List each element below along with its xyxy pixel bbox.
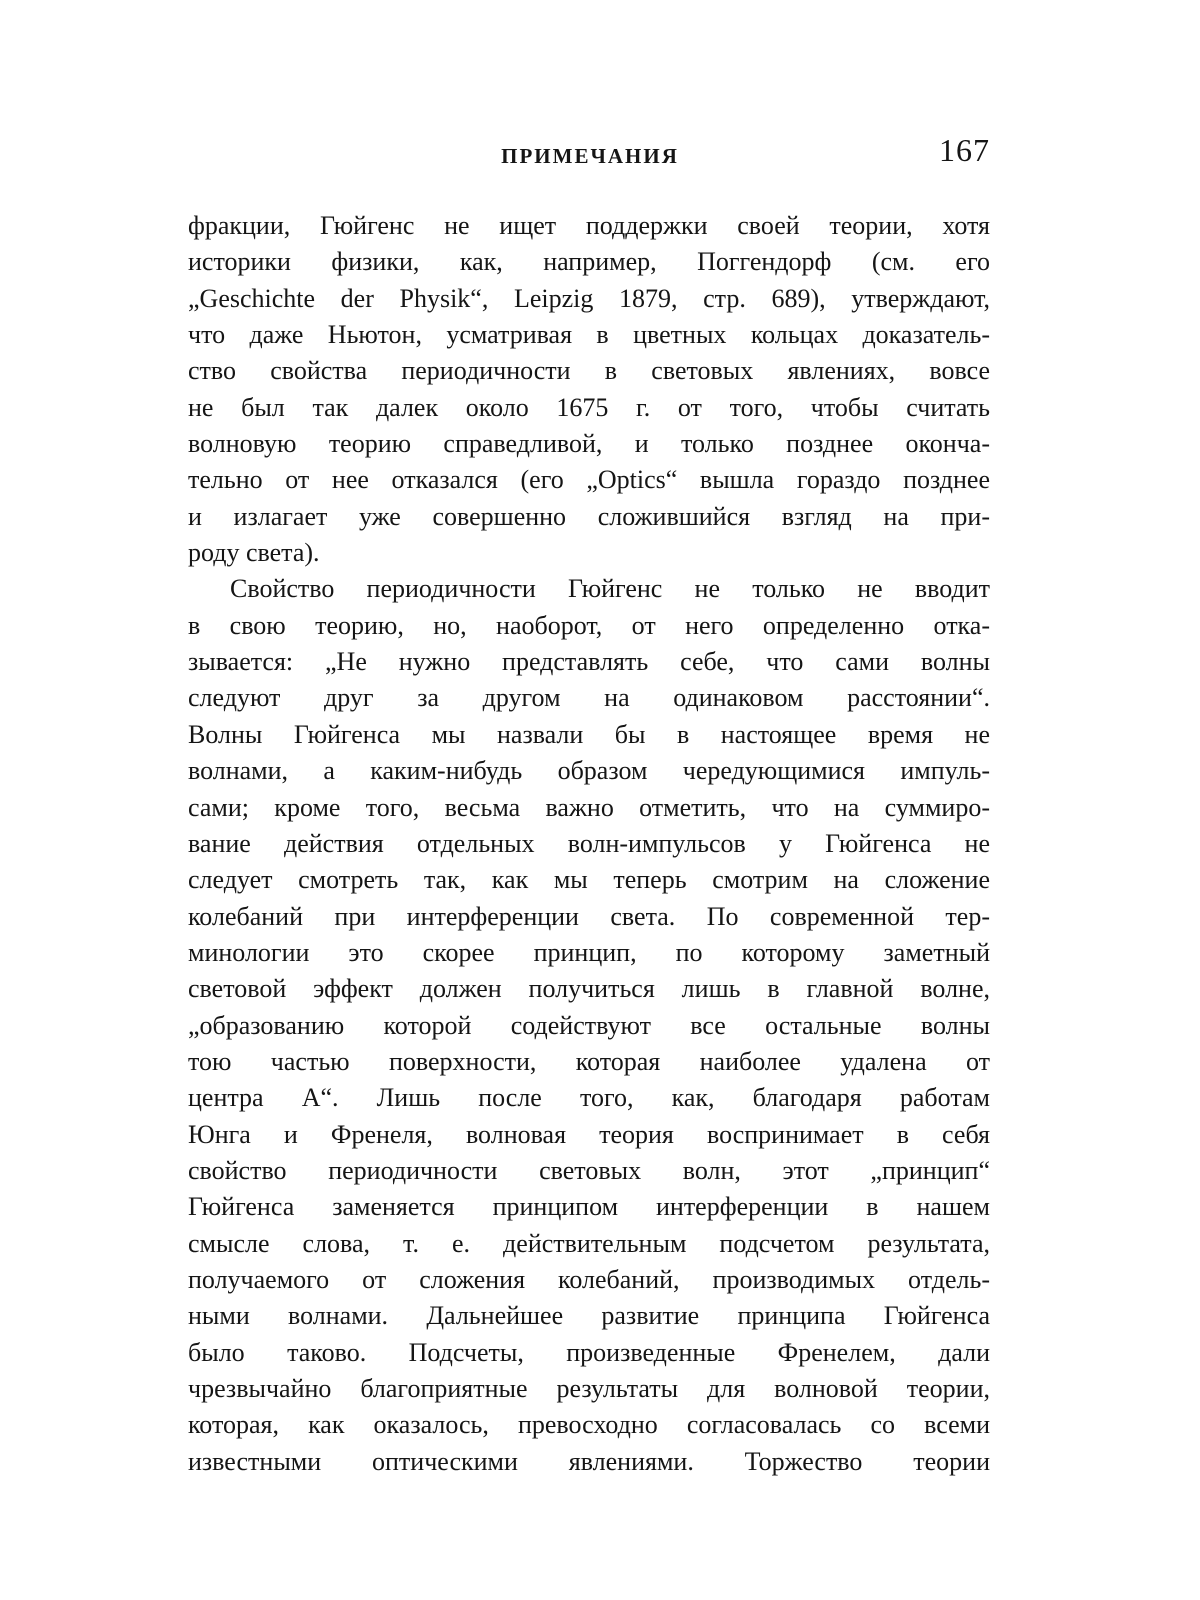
paragraph [188,208,990,571]
text-line: что даже Ньютон, усматривая в цветных кольцах доказатель- [188,320,990,350]
text-line: зывается: „Не нужно представлять себе, что сами волны [188,647,990,677]
text-line: волновую теорию справедливой, и только позднее оконча- [188,429,990,459]
text-line: известными оптическими явлениями. Торжество теории [188,1446,990,1476]
text-line: в свою теорию, но, наоборот, от него определенно отка- [188,610,990,640]
text-line: Гюйгенса заменяется принципом интерференции в нашем [188,1192,990,1222]
text-line: историки физики, как, например, Поггендорф (см. его [188,247,990,277]
text-line: не был так далек около 1675 г. от того, чтобы считать [188,392,990,422]
text-line: волнами, а каким-нибудь образом чередующимися импуль- [188,756,990,786]
body-text [188,208,990,1480]
text-line: свойство периодичности световых волн, этот „принцип“ [188,1155,990,1185]
text-line: и излагает уже совершенно сложившийся взгляд на при- [188,501,990,531]
text-line: Свойство периодичности Гюйгенс не только не вводит [230,574,990,604]
text-line: получаемого от сложения колебаний, производимых отдель- [188,1264,990,1294]
text-line: которая, как оказалось, превосходно согласовалась со всеми [188,1410,990,1440]
section-title: ПРИМЕЧАНИЯ [501,144,679,168]
text-line: световой эффект должен получиться лишь в главной волне, [188,974,990,1004]
text-line: фракции, Гюйгенс не ищет поддержки своей теории, хотя [188,211,990,240]
text-line: чрезвычайно благоприятные результаты для волновой теории, [188,1374,990,1403]
text-line: „Geschichte der Physik“, Leipzig 1879, стр. 689), утверждают, [188,283,990,313]
text-line: вание действия отдельных волн-импульсов у Гюйгенса не [188,828,990,858]
text-line: смысле слова, т. е. действительным подсчетом результата, [188,1228,990,1258]
text-line: „образованию которой содействуют все остальные волны [188,1010,990,1040]
text-line: тельно от нее отказался (его „Optics“ вышла гораздо позднее [188,465,990,495]
paragraph [188,571,990,1480]
text-line: минологии это скорее принцип, по которому заметный [188,937,990,967]
text-line: центра A“. Лишь после того, как, благодаря работам [188,1083,990,1113]
text-line: Волны Гюйгенса мы назвали бы в настоящее время не [188,719,990,749]
page-number: 167 [939,132,990,168]
text-line: колебаний при интерференции света. По современной тер- [188,901,990,931]
text-line: следуют друг за другом на одинаковом расстоянии“. [188,683,990,713]
running-head [190,132,990,176]
text-line: было таково. Подсчеты, произведенные Френелем, дали [188,1337,990,1367]
text-line: сами; кроме того, весьма важно отметить, что на суммиро- [188,792,990,822]
text-line: роду света). [188,538,320,568]
text-line: тою частью поверхности, которая наиболее удалена от [188,1046,990,1076]
text-line: следует смотреть так, как мы теперь смотрим на сложение [188,865,990,895]
text-line: ными волнами. Дальнейшее развитие принципа Гюйгенса [188,1301,990,1331]
text-line: Юнга и Френеля, волновая теория воспринимает в себя [188,1119,990,1149]
text-line: ство свойства периодичности в световых явлениях, вовсе [188,356,990,386]
